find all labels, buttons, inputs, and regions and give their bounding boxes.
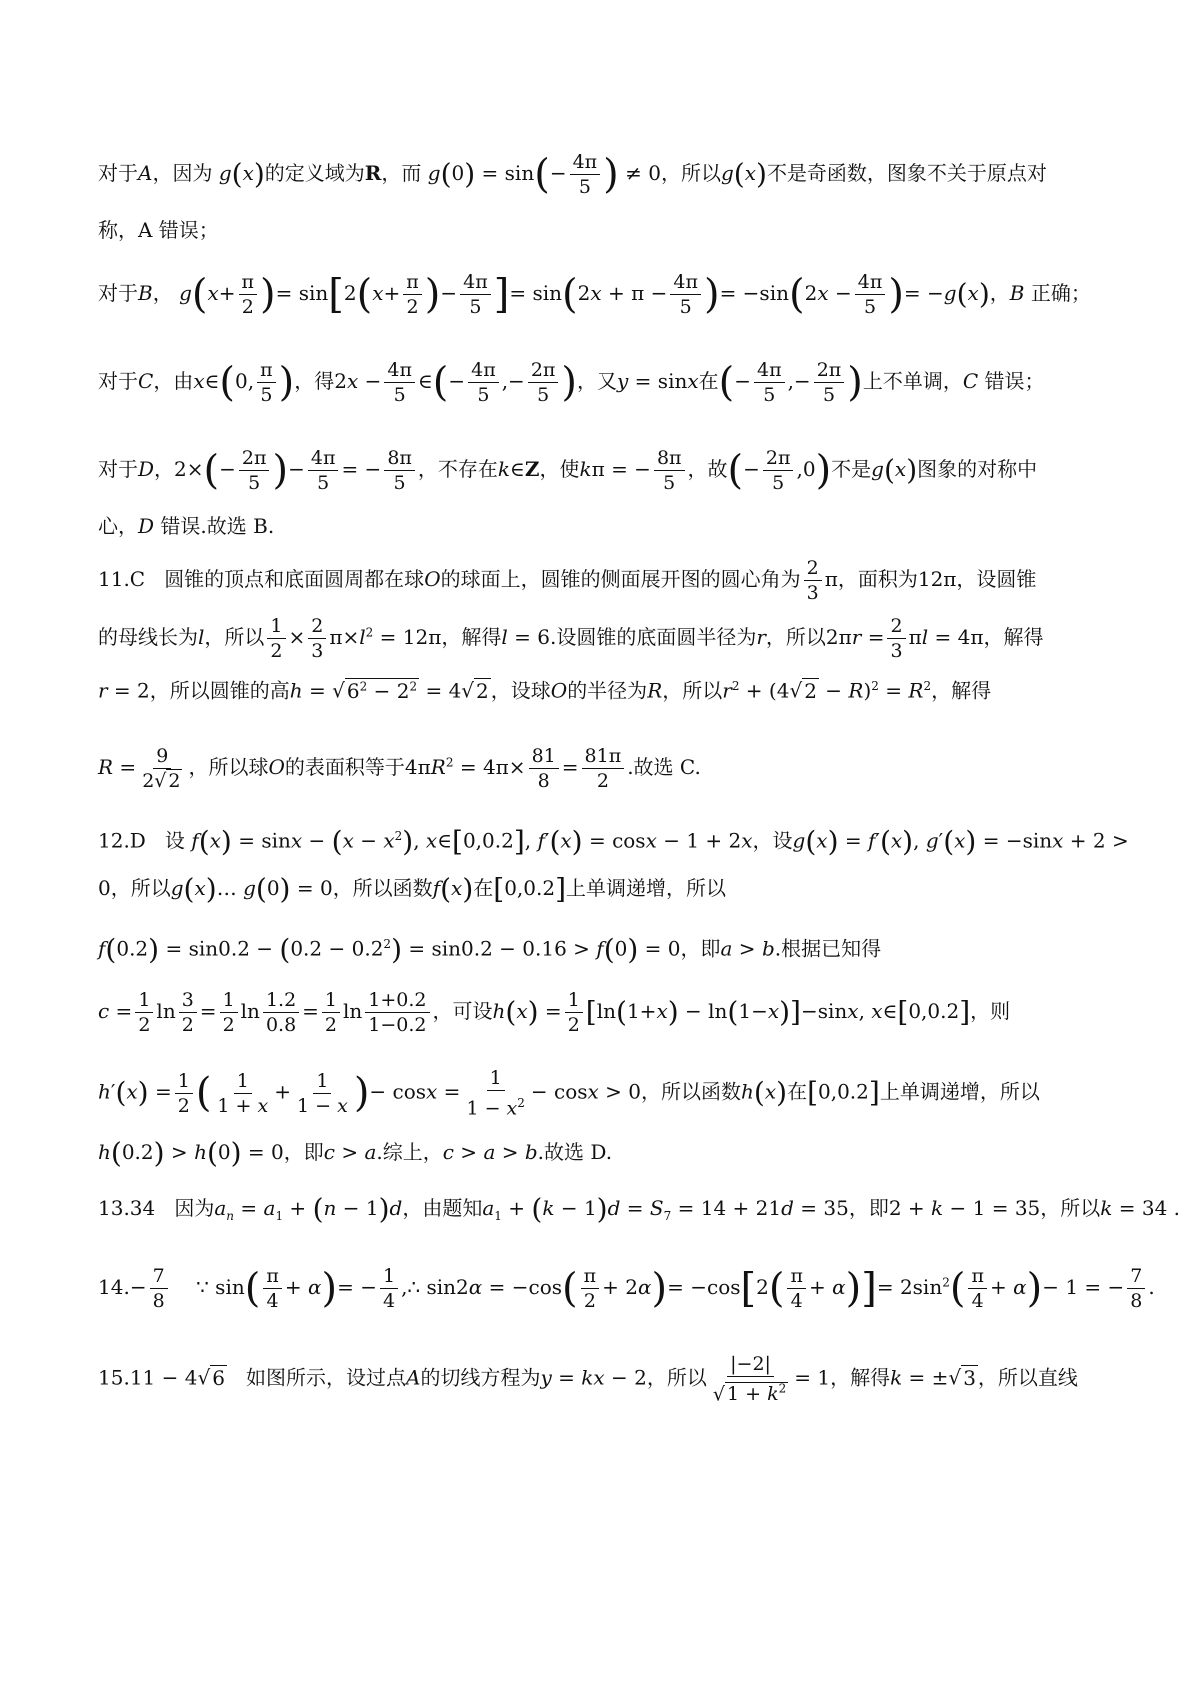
q14-line: 14.− $\frac{7}{8}$ ∵ sin( $\frac{\pi}{4}$ + α)= − $\frac{1}{4}$ ,∴ sin2α = −cos( $\frac{\pi}{2}$ + 2α)= −cos[2( $\frac{\pi}{4}$ + $\alpha)]= 2\sin^2$( $\frac{\pi}{4}$ + α)− 1 = − $\frac{7}{8}$ . bbox=[98, 1265, 1155, 1312]
q12-line-5: h′(x) = $\frac{1}{2}$ ( $\frac{1}{1 + x}$ + $\frac{1}{1 - x}$ )− cosx = $\frac{1}{1 - x^2}$ − cosx > 0，所以函数h(x)在[0,0.2]上单调递增，所以 bbox=[98, 1067, 1040, 1120]
q15-line: 15.11 − 4√ 6 如图所示，设过点A的切线方程为y = kx − 2，所以 $\frac{|-2|}{√ 1 + k^2}$ = 1，解得k = ±√ 3 ，所以直线 bbox=[98, 1353, 1078, 1406]
q12-line-3: $f(0.2) = \sin 0.2 - (0.2 - 0.2^2) = \sin 0.2 - 0.16 > f(0) = 0$，即a > b.根据已知得 bbox=[98, 933, 882, 967]
part-b-line: 对于B， g(x+ $\frac{\pi}{2}$ )= sin[2(x+ $\frac{\pi}{2}$ )− $\frac{4\pi}{5}$ ]= sin(2x + π − $\frac{4\pi}{5}$ )= −sin(2x − $\frac{4\pi}{5}$ )= −g(x)，B 正确； bbox=[98, 271, 1091, 318]
q12-line-6: h(0.2) > h(0) = 0，即c > a.综上，c > a > b.故选 D. bbox=[98, 1136, 613, 1170]
q12-line-4: c = $\frac{1}{2}$ ln $\frac{3}{2}$ = $\frac{1}{2}$ ln $\frac{1.2}{0.8}$ = $\frac{1}{2}$ ln $\frac{1+0.2}{1-0.2}$ ，可设h(x) = $\frac{1}{2}$ [ln(1+x) − ln(1−x)]−sinx, x∈[0,0.2]，则 bbox=[98, 989, 1011, 1036]
q11-line-4: R = $\frac{9}{2√ 2}$ ，所以球O的表面积等于$4\pi R^2 = 4\pi\times$ $\frac{81}{8}$ = $\frac{81\pi}{2}$ .故选 C. bbox=[98, 745, 701, 792]
part-d-line-2: 心，D 错误.故选 B. bbox=[98, 514, 275, 538]
q12-label: 12.D bbox=[98, 828, 146, 853]
part-d-line-1: 对于D，2×(− $\frac{2\pi}{5}$ )− $\frac{4\pi}{5}$ = − $\frac{8\pi}{5}$ ，不存在k∈Z，使kπ = − $\frac{8\pi}{5}$ ，故(− $\frac{2\pi}{5}$ ,0)不是g(x)图象的对称中 bbox=[98, 447, 1038, 494]
q14-label: 14. bbox=[98, 1275, 130, 1299]
q12-line-1: 12.D 设 $f(x) = \sin x - (x - x^2)$, x∈[0,0.2], f′(x) = cosx − 1 + 2x，设g(x) = f′(x), g′(x) = −sinx + 2 > bbox=[98, 825, 1129, 859]
q12-line-2: 0，所以g(x)… g(0) = 0，所以函数f(x)在[0,0.2]上单调递增，所以 bbox=[98, 872, 727, 906]
q13-label: 13.34 bbox=[98, 1196, 156, 1220]
q11-label: 11.C bbox=[98, 567, 146, 591]
part-a-line-1: 对于A，因为 g(x)的定义域为R，而 g(0) = sin(− $\frac{4\pi}{5}$ ) ≠ 0，所以g(x)不是奇函数，图象不关于原点对 bbox=[98, 151, 1047, 198]
q11-line-1: 11.C 圆锥的顶点和底面圆周都在球O的球面上，圆锥的侧面展开图的圆心角为 $\frac{2}{3}$ π，面积为12π，设圆锥 bbox=[98, 557, 1037, 604]
q13-line: 13.34 因为$a_n = a_1 + (n - 1)d$，由题知$a_1 + (k - 1)d = S_7 = 14 + 21d = 35$，即2 + k − 1 = 35，所以k = 34 . bbox=[98, 1192, 1181, 1226]
q11-line-3: r = 2，所以圆锥的高h = √ $6^2 - 2^2 = 4√$ 2 ，设球O的半径为R，所以$r^2 + (4√$ $2 - R)^2 = R^2$，解得 bbox=[98, 678, 992, 703]
part-a-line-2: 称，A 错误； bbox=[98, 218, 219, 242]
q15-label: 15. bbox=[98, 1365, 130, 1390]
q11-line-2: 的母线长为l，所以 $\frac{1}{2}$ × $\frac{2}{3}$ $\pi\times l^2 = 12\pi$，解得l = 6.设圆锥的底面圆半径为r，所以2πr = $\frac{2}{3}$ πl = 4π，解得 bbox=[98, 615, 1044, 662]
part-c-line: 对于C，由x∈(0, $\frac{\pi}{5}$ )，得2x − $\frac{4\pi}{5}$ ∈(− $\frac{4\pi}{5}$ ,− $\frac{2\pi}{5}$ )，又y = sinx在(− $\frac{4\pi}{5}$ ,− $\frac{2\pi}{5}$ )上不单调，C 错误； bbox=[98, 359, 1045, 406]
fraction: $\frac{4\pi}{5}$ bbox=[570, 150, 601, 199]
